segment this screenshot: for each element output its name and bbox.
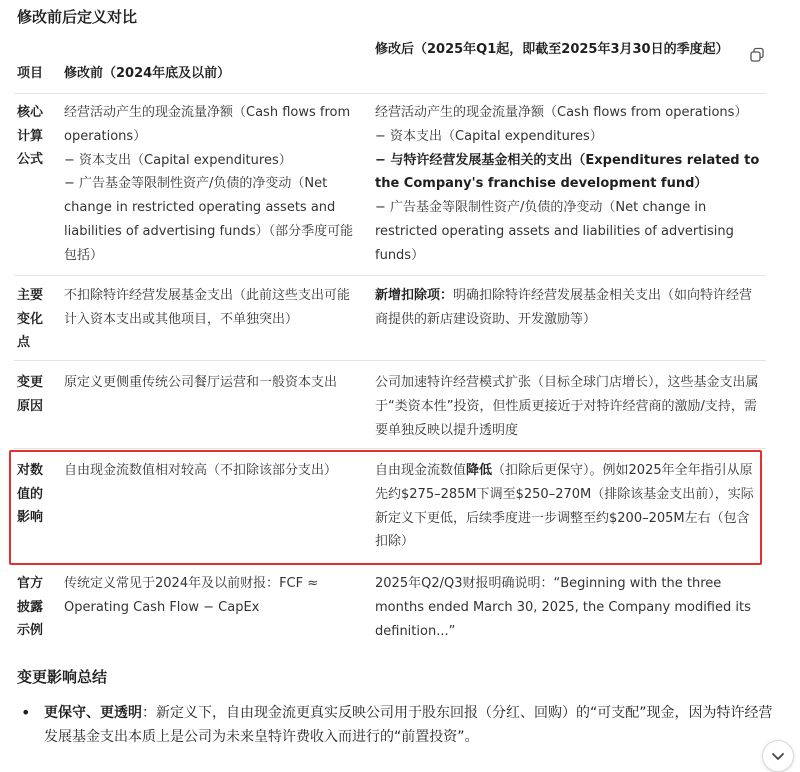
impact-after-pre: 自由现金流数值	[375, 463, 467, 478]
cell-changes-before: 不扣除特许经营发展基金支出（此前这些支出可能计入资本支出或其他项目，不单独突出）	[64, 288, 351, 327]
cell-changes-after	[375, 284, 760, 332]
copy-icon	[749, 47, 765, 63]
cell-disclosure-after: 2025年Q2/Q3财报明确说明：“Beginning with the three months ended March 30, 2025, the Company modified its definition...”	[375, 576, 751, 639]
highlight-box	[9, 450, 762, 565]
formula-before-line: − 广告基金等限制性资产/负债的净变动（Net change in restricted operating assets and liabilities of advertising funds）（部分季度可能包括）	[64, 176, 354, 263]
formula-after-line: − 资本支出（Capital expenditures）	[375, 128, 603, 144]
page-title: 修改前后定义对比	[17, 8, 138, 26]
copy-button[interactable]	[749, 47, 765, 63]
summary-bullet	[44, 701, 774, 749]
impact-after-text: （扣除后更保守）。例如2025年全年指引从原先约$275–285M下调至$250–270M（排除该基金支出前），实际新定义下更低，后续季度进一步调整至约$200–205M左右（包含扣除）	[375, 463, 754, 550]
row-label-disclosure: 官方披露示例	[17, 576, 44, 638]
summary-title: 变更影响总结	[17, 668, 108, 686]
divider	[14, 360, 766, 361]
cell-formula-after	[375, 101, 760, 268]
row-label-formula: 核心计算公式	[17, 105, 44, 167]
header-after: 修改后（2025年Q1起，即截至2025年3月30日的季度起）	[375, 42, 729, 57]
cell-impact-before: 自由现金流数值相对较高（不扣除该部分支出）	[64, 463, 338, 478]
cell-formula-before	[64, 101, 360, 268]
row-label-reason: 变更原因	[17, 375, 44, 414]
formula-after-line: − 广告基金等限制性资产/负债的净变动（Net change in restricted operating assets and liabilities of advertising funds）	[375, 200, 734, 263]
summary-bullet-bold: 更保守、更透明	[44, 705, 142, 721]
bullet-icon: •	[21, 703, 31, 722]
formula-after-line-new: − 与特许经营发展基金相关的支出（Expenditures related to the Company's franchise development fund）	[375, 152, 760, 192]
cell-disclosure-before: 传统定义常见于2024年及以前财报：FCF ≈ Operating Cash Flow − CapEx	[64, 576, 319, 615]
formula-after-line: 经营活动产生的现金流量净额（Cash flows from operations）	[375, 105, 748, 120]
scroll-down-button[interactable]	[762, 740, 794, 772]
row-label-impact: 对数值的影响	[17, 463, 44, 525]
impact-after-bold: 降低	[466, 463, 493, 478]
header-item: 项目	[17, 66, 44, 81]
formula-before-line: − 资本支出（Capital expenditures）	[64, 152, 292, 168]
divider	[14, 93, 766, 94]
cell-reason-before: 原定义更侧重传统公司餐厅运营和一般资本支出	[64, 375, 338, 390]
divider	[14, 275, 766, 276]
summary-bullet-text: ：新定义下，自由现金流更真实反映公司用于股东回报（分红、回购）的“可支配”现金，因为特许经营发展基金支出本质上是公司为未来皇特许费收入而进行的“前置投资”。	[44, 705, 773, 745]
chevron-down-icon	[763, 741, 793, 771]
changes-after-bold: 新增扣除项：	[375, 288, 454, 303]
header-before: 修改前（2024年底及以前）	[64, 66, 231, 81]
cell-reason-after: 公司加速特许经营模式扩张（目标全球门店增长），这些基金支出属于“类资本性”投资，但性质更接近于对特许经营商的激励/支持，需要单独反映以提升透明度	[375, 375, 759, 438]
changes-after-text: 明确扣除特许经营发展基金相关支出（如向特许经营商提供的新店建设资助、开发激励等）	[375, 288, 753, 327]
formula-before-line: 经营活动产生的现金流量净额（Cash flows from operations）	[64, 105, 351, 144]
divider	[14, 448, 766, 449]
row-label-changes: 主要变化点	[17, 288, 44, 350]
